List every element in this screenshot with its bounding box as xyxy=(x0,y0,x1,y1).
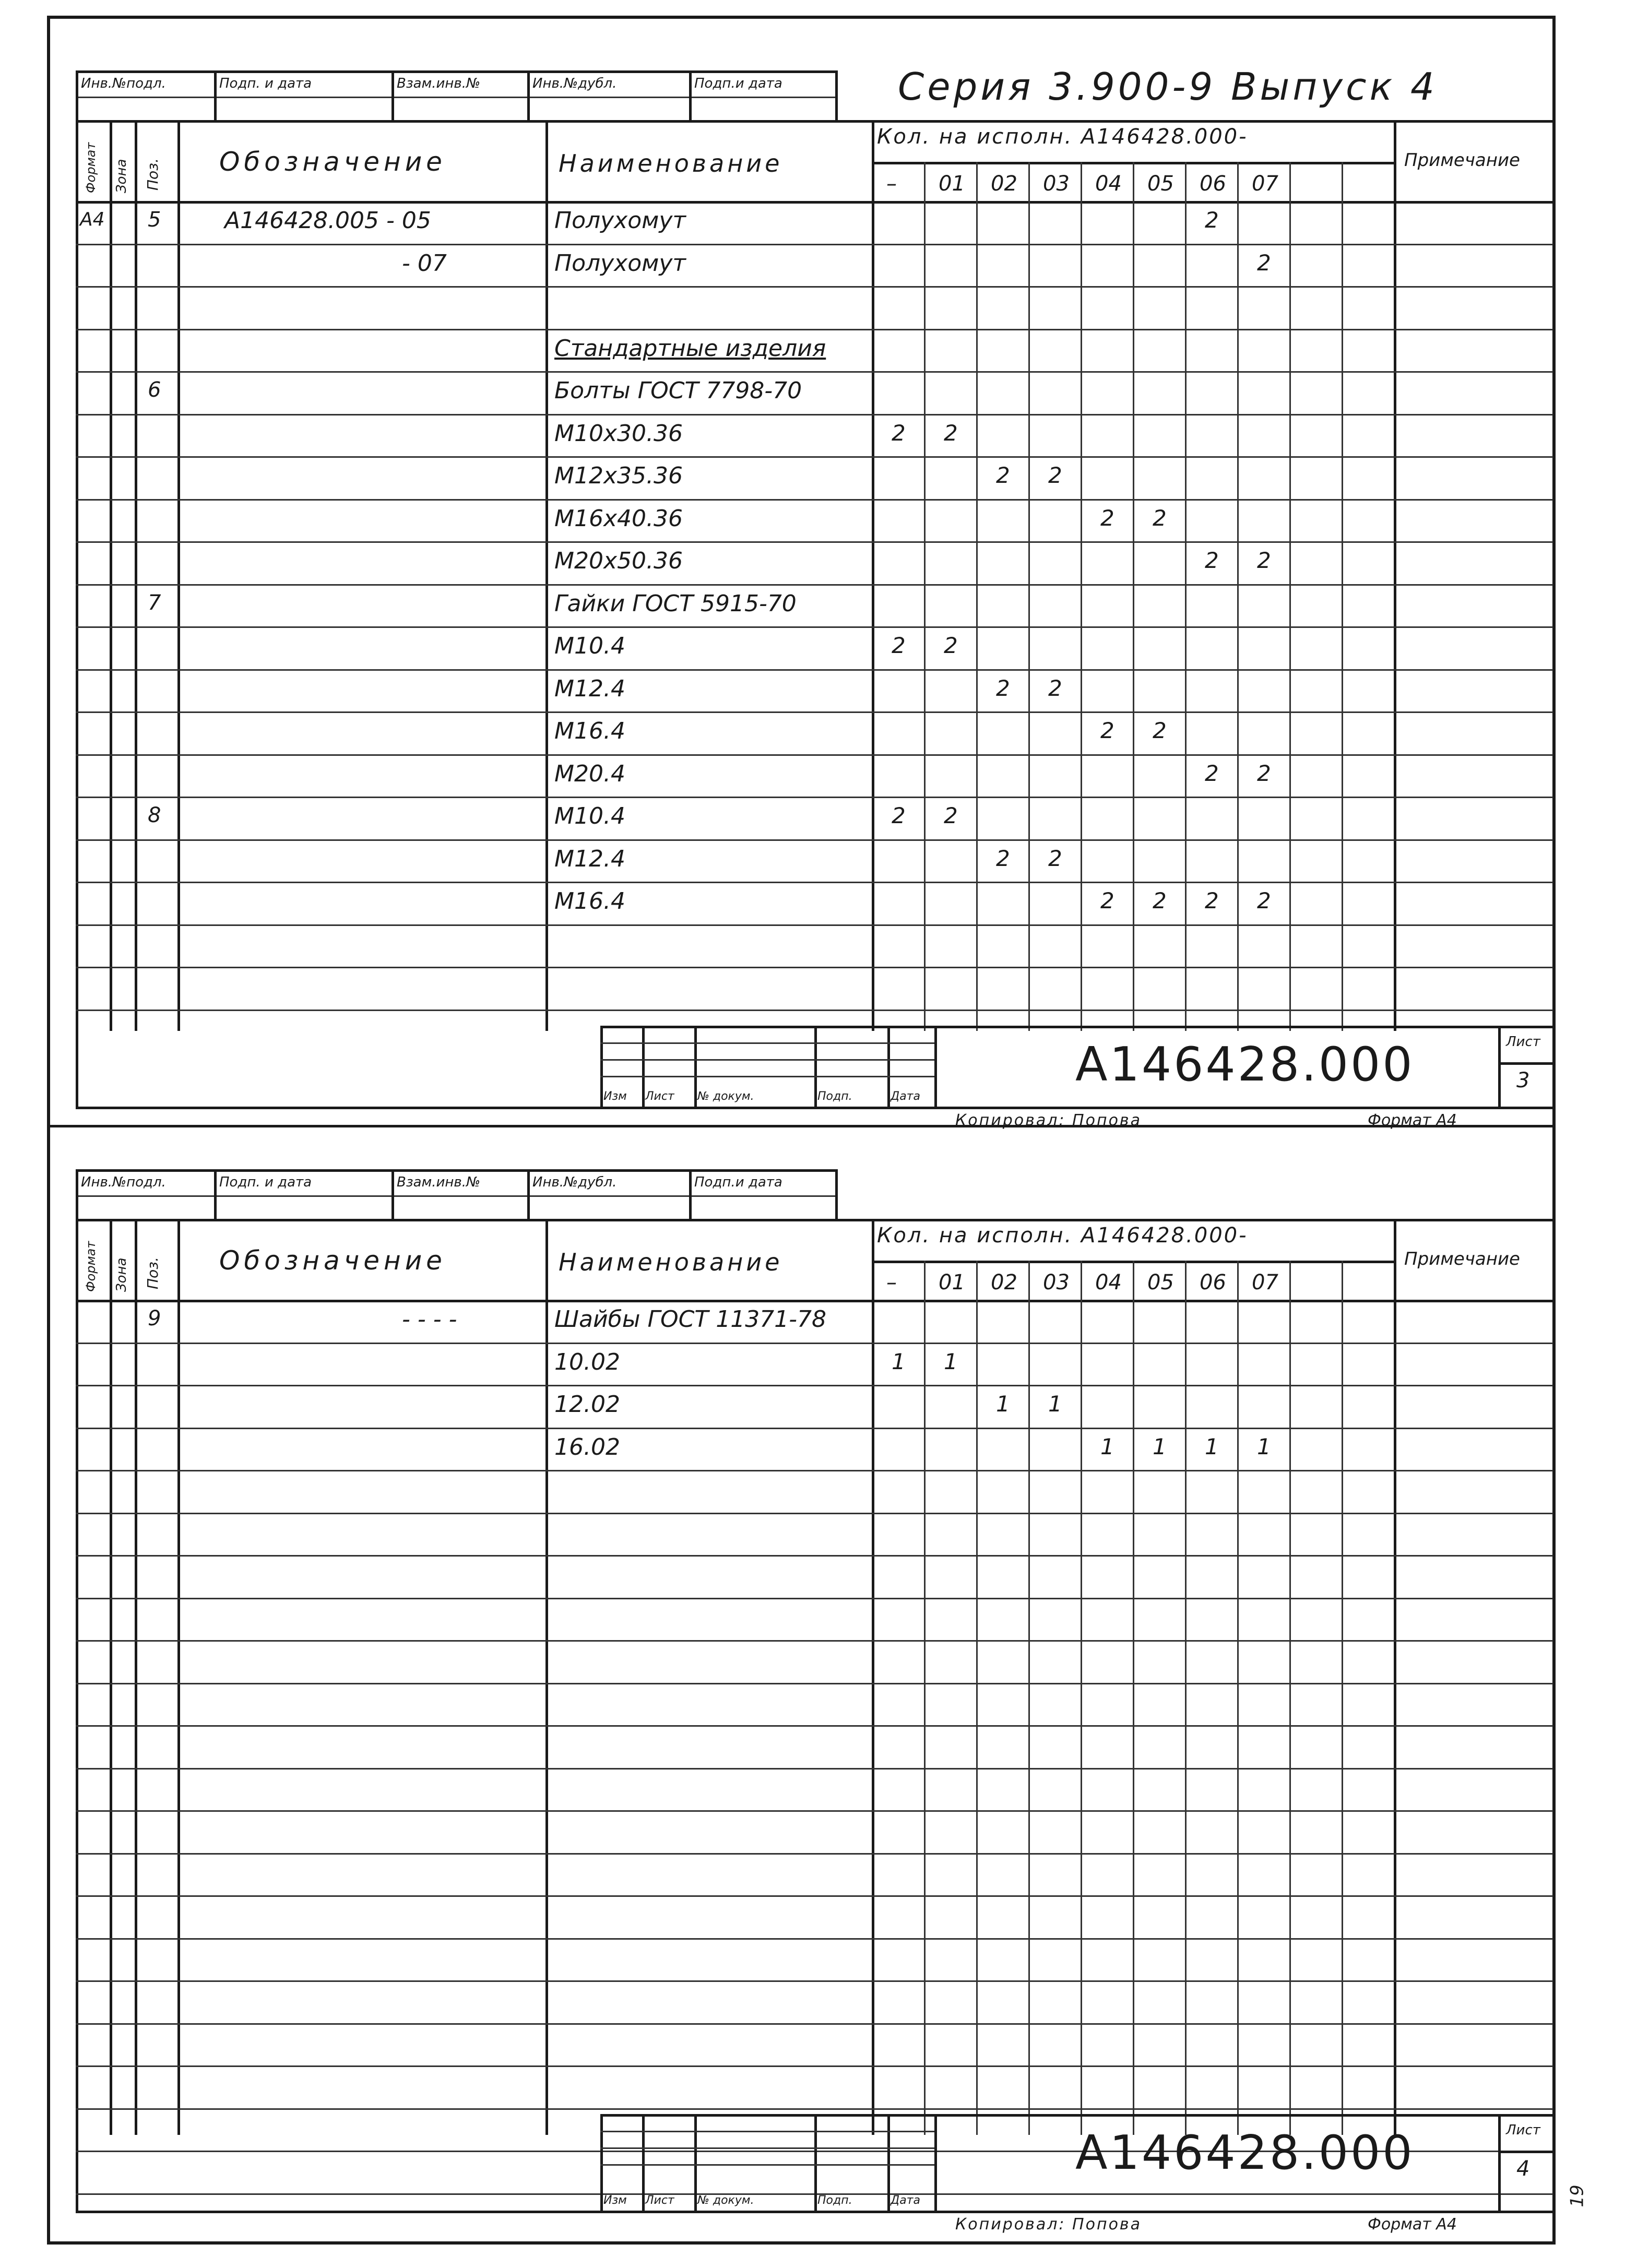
grid-line xyxy=(76,626,1553,628)
cell-qty: 2 xyxy=(1257,760,1271,786)
cell-qty: 2 xyxy=(996,462,1010,488)
grid-line xyxy=(694,1026,697,1107)
titleblock-label: № докум. xyxy=(697,1090,754,1103)
cell-name: М10.4 xyxy=(554,803,625,829)
grid-line xyxy=(76,201,1553,204)
grid-line xyxy=(76,1470,1553,1471)
grid-line xyxy=(872,120,874,1031)
titleblock-label: Подп. xyxy=(817,1090,852,1103)
cell-qty: 1 xyxy=(944,1348,958,1374)
grid-line xyxy=(76,882,1553,883)
cell-qty: 2 xyxy=(1048,675,1062,701)
grid-line xyxy=(1394,120,1396,1031)
header-qty-group: Кол. на исполн. А146428.000- xyxy=(877,1224,1248,1248)
sheet-label: Лист xyxy=(1506,2122,1540,2138)
grid-line xyxy=(76,1853,1553,1855)
header-variant: 04 xyxy=(1095,1270,1122,1295)
grid-line xyxy=(1553,120,1556,1107)
grid-line xyxy=(545,1219,548,2135)
grid-line xyxy=(600,1076,934,1077)
cell-qty: 2 xyxy=(1205,888,1219,913)
cell-format: А4 xyxy=(80,209,105,230)
grid-line xyxy=(1342,162,1343,1031)
grid-line xyxy=(76,2108,1553,2110)
cell-qty: 2 xyxy=(1205,548,1219,573)
titleblock-label: Подп. xyxy=(817,2194,852,2207)
cell-pos: 5 xyxy=(148,208,161,232)
cell-pos: 9 xyxy=(148,1307,161,1331)
header-variant: 04 xyxy=(1095,172,1122,196)
grid-line xyxy=(76,1169,78,1219)
header-variant: 02 xyxy=(991,172,1017,196)
grid-line xyxy=(814,2114,817,2211)
cell-pos: 8 xyxy=(148,803,161,827)
copied-by: Копировал: Попова xyxy=(955,2215,1142,2234)
sheet-label: Лист xyxy=(1506,1034,1540,1050)
cell-name: 12.02 xyxy=(554,1391,620,1418)
grid-line xyxy=(76,244,1553,245)
header-zone: Зона xyxy=(114,1257,129,1292)
grid-line xyxy=(1028,162,1030,1031)
grid-line xyxy=(177,1219,180,2135)
doc-number: А146428.000 xyxy=(1075,1037,1415,1092)
header-designation: Обозначение xyxy=(219,1245,446,1276)
grid-line xyxy=(76,1010,1553,1011)
grid-line xyxy=(600,1042,934,1044)
grid-line xyxy=(1498,1062,1553,1065)
header-variant: 02 xyxy=(991,1270,1017,1295)
grid-line xyxy=(76,286,1553,288)
grid-line xyxy=(76,1513,1553,1514)
cell-qty: 2 xyxy=(1153,505,1167,531)
cell-name: М10х30.36 xyxy=(554,420,683,447)
titleblock-label: Дата xyxy=(891,2194,920,2207)
cell-name: Гайки ГОСТ 5915-70 xyxy=(554,590,797,617)
grid-line xyxy=(689,1169,692,1219)
grid-line xyxy=(1498,2151,1553,2153)
stamp-label: Инв.№дубл. xyxy=(532,76,617,91)
grid-line xyxy=(76,1895,1553,1897)
copied-by: Копировал: Попова xyxy=(955,1111,1142,1130)
grid-line xyxy=(76,1219,1553,1221)
grid-line xyxy=(76,2211,1553,2213)
cell-qty: 2 xyxy=(996,675,1010,701)
grid-line xyxy=(214,1169,217,1219)
margin-number: 19 xyxy=(1567,2184,1588,2207)
header-variant: – xyxy=(886,1270,897,1295)
cell-name: 16.02 xyxy=(554,1433,620,1460)
grid-line xyxy=(76,456,1553,458)
grid-line xyxy=(934,2114,937,2211)
grid-line xyxy=(76,967,1553,968)
grid-line xyxy=(76,120,78,1107)
cell-qty: 2 xyxy=(996,845,1010,871)
cell-designation: - - - - xyxy=(402,1306,457,1333)
cell-qty: 2 xyxy=(1257,888,1271,913)
sheet-number: 3 xyxy=(1516,1068,1530,1093)
stamp-label: Инв.№подл. xyxy=(81,76,166,91)
grid-line xyxy=(924,1261,926,2135)
doc-number: А146428.000 xyxy=(1075,2125,1415,2180)
stamp-label: Взам.инв.№ xyxy=(397,76,480,91)
cell-pos: 7 xyxy=(148,590,161,615)
grid-line xyxy=(110,1219,112,2135)
cell-name: Болты ГОСТ 7798-70 xyxy=(554,377,802,404)
grid-line xyxy=(527,1169,530,1219)
grid-line xyxy=(600,2131,934,2132)
cell-qty: 1 xyxy=(1153,1433,1167,1459)
cell-name: М20х50.36 xyxy=(554,548,683,574)
grid-line xyxy=(76,414,1553,415)
cell-qty: 2 xyxy=(1100,718,1114,743)
grid-line xyxy=(76,1343,1553,1344)
grid-line xyxy=(76,797,1553,798)
grid-line xyxy=(976,162,978,1031)
cell-qty: 2 xyxy=(1205,207,1219,233)
grid-line xyxy=(76,2065,1553,2067)
header-variant: 06 xyxy=(1200,172,1226,196)
grid-line xyxy=(76,70,835,73)
grid-line xyxy=(76,1107,1553,1109)
grid-line xyxy=(694,2114,697,2211)
cell-qty: 2 xyxy=(1153,888,1167,913)
grid-line xyxy=(76,2023,1553,2025)
grid-line xyxy=(76,371,1553,373)
grid-line xyxy=(392,1169,394,1219)
grid-line xyxy=(76,1980,1553,1982)
grid-line xyxy=(1133,1261,1134,2135)
header-variant: 05 xyxy=(1147,172,1174,196)
grid-line xyxy=(76,1938,1553,1940)
grid-line xyxy=(76,1219,78,2211)
cell-qty: 2 xyxy=(1100,505,1114,531)
header-variant: 01 xyxy=(939,1270,965,1295)
cell-name: М12.4 xyxy=(554,675,625,702)
grid-line xyxy=(76,584,1553,586)
grid-line xyxy=(600,1059,934,1061)
header-variant: 01 xyxy=(939,172,965,196)
cell-name: Стандартные изделия xyxy=(554,335,826,362)
header-designation: Обозначение xyxy=(219,147,446,177)
header-variant: 03 xyxy=(1043,172,1070,196)
cell-qty: 2 xyxy=(892,633,906,658)
grid-line xyxy=(76,1428,1553,1429)
grid-line xyxy=(1133,162,1134,1031)
grid-line xyxy=(76,1810,1553,1812)
grid-line xyxy=(1081,162,1082,1031)
stamp-label: Инв.№подл. xyxy=(81,1174,166,1190)
grid-line xyxy=(76,329,1553,330)
grid-line xyxy=(76,1725,1553,1727)
grid-line xyxy=(527,70,530,120)
cell-qty: 1 xyxy=(1048,1391,1062,1417)
grid-line xyxy=(1289,1261,1291,2135)
cell-name: М16.4 xyxy=(554,888,625,915)
grid-line xyxy=(76,839,1553,841)
grid-line xyxy=(1185,1261,1187,2135)
header-variant: – xyxy=(886,172,897,196)
cell-name: Шайбы ГОСТ 11371-78 xyxy=(554,1306,827,1333)
grid-line xyxy=(76,1169,835,1172)
grid-line xyxy=(76,1385,1553,1386)
grid-line xyxy=(934,1026,937,1107)
grid-line xyxy=(1237,162,1239,1031)
cell-name: М12х35.36 xyxy=(554,462,683,489)
grid-line xyxy=(47,1125,1556,1127)
grid-line xyxy=(76,541,1553,543)
stamp-label: Подп.и дата xyxy=(694,1174,782,1190)
grid-line xyxy=(76,754,1553,756)
format-label: Формат А4 xyxy=(1368,1111,1457,1130)
grid-line xyxy=(76,669,1553,671)
grid-line xyxy=(642,1026,645,1107)
cell-qty: 1 xyxy=(996,1391,1010,1417)
cell-qty: 2 xyxy=(1048,462,1062,488)
header-pos: Поз. xyxy=(144,1257,161,1289)
grid-line xyxy=(1237,1261,1239,2135)
cell-name: Полухомут xyxy=(554,250,686,277)
grid-line xyxy=(135,120,137,1031)
header-name: Наименование xyxy=(559,149,783,177)
cell-name: М12.4 xyxy=(554,845,625,872)
grid-line xyxy=(76,1683,1553,1684)
stamp-label: Подп. и дата xyxy=(219,1174,312,1190)
cell-qty: 2 xyxy=(944,633,958,658)
cell-qty: 1 xyxy=(1100,1433,1114,1459)
stamp-label: Подп. и дата xyxy=(219,76,312,91)
grid-line xyxy=(600,1026,603,1107)
titleblock-label: Изм xyxy=(603,2194,627,2207)
grid-line xyxy=(1289,162,1291,1031)
header-variant: 07 xyxy=(1252,1270,1278,1295)
grid-line xyxy=(1185,162,1187,1031)
grid-line xyxy=(814,1026,817,1107)
cell-qty: 2 xyxy=(1048,845,1062,871)
grid-line xyxy=(976,1261,978,2135)
grid-line xyxy=(76,1640,1553,1642)
header-variant: 03 xyxy=(1043,1270,1070,1295)
cell-qty: 2 xyxy=(892,420,906,446)
format-label: Формат А4 xyxy=(1368,2215,1457,2234)
cell-qty: 2 xyxy=(892,803,906,828)
grid-line xyxy=(642,2114,645,2211)
grid-line xyxy=(1028,1261,1030,2135)
cell-name: М16.4 xyxy=(554,718,625,744)
grid-line xyxy=(177,120,180,1031)
grid-line xyxy=(1394,1219,1396,2135)
stamp-label: Взам.инв.№ xyxy=(397,1174,480,1190)
header-qty-group: Кол. на исполн. А146428.000- xyxy=(877,125,1248,149)
grid-line xyxy=(1553,1219,1556,2211)
grid-line xyxy=(135,1219,137,2135)
cell-qty: 2 xyxy=(1257,548,1271,573)
grid-line xyxy=(835,70,838,120)
grid-line xyxy=(76,70,78,120)
cell-designation: А146428.005 - 05 xyxy=(224,207,431,234)
grid-line xyxy=(76,924,1553,926)
header-note: Примечание xyxy=(1404,150,1520,171)
header-variant: 06 xyxy=(1200,1270,1226,1295)
grid-line xyxy=(1498,2114,1501,2211)
cell-name: М16х40.36 xyxy=(554,505,683,532)
grid-line xyxy=(600,2114,1553,2117)
cell-qty: 2 xyxy=(944,420,958,446)
grid-line xyxy=(600,2164,934,2166)
cell-qty: 2 xyxy=(1100,888,1114,913)
grid-line xyxy=(76,1598,1553,1599)
grid-line xyxy=(392,70,394,120)
header-variant: 05 xyxy=(1147,1270,1174,1295)
grid-line xyxy=(110,120,112,1031)
header-note: Примечание xyxy=(1404,1249,1520,1269)
grid-line xyxy=(76,1300,1553,1302)
stamp-label: Инв.№дубл. xyxy=(532,1174,617,1190)
header-name: Наименование xyxy=(559,1248,783,1276)
grid-line xyxy=(76,711,1553,713)
grid-line xyxy=(600,2114,603,2211)
grid-line xyxy=(214,70,217,120)
grid-line xyxy=(835,1169,838,1219)
grid-line xyxy=(600,1026,1553,1028)
header-pos: Поз. xyxy=(144,158,161,191)
cell-name: М10.4 xyxy=(554,633,625,659)
series-title: Серия 3.900-9 Выпуск 4 xyxy=(898,65,1438,109)
titleblock-label: Изм xyxy=(603,1090,627,1103)
grid-line xyxy=(76,97,835,98)
grid-line xyxy=(1081,1261,1082,2135)
grid-line xyxy=(887,2114,890,2211)
titleblock-label: № докум. xyxy=(697,2194,754,2207)
grid-line xyxy=(887,1026,890,1107)
cell-qty: 1 xyxy=(1205,1433,1219,1459)
cell-qty: 2 xyxy=(1205,760,1219,786)
cell-designation: - 07 xyxy=(402,250,447,277)
cell-qty: 2 xyxy=(944,803,958,828)
grid-line xyxy=(1498,1026,1501,1107)
grid-line xyxy=(76,499,1553,501)
titleblock-label: Дата xyxy=(891,1090,920,1103)
grid-line xyxy=(545,120,548,1031)
grid-line xyxy=(924,162,926,1031)
cell-name: 10.02 xyxy=(554,1348,620,1375)
cell-qty: 1 xyxy=(892,1348,906,1374)
grid-line xyxy=(689,70,692,120)
grid-line xyxy=(76,1768,1553,1770)
header-format: Формат xyxy=(84,1241,98,1292)
titleblock-label: Лист xyxy=(645,2194,674,2207)
grid-line xyxy=(600,2147,934,2149)
cell-name: Полухомут xyxy=(554,207,686,234)
titleblock-label: Лист xyxy=(645,1090,674,1103)
grid-line xyxy=(76,1195,835,1197)
grid-line xyxy=(872,1219,874,2135)
grid-line xyxy=(1342,1261,1343,2135)
stamp-label: Подп.и дата xyxy=(694,76,782,91)
cell-qty: 1 xyxy=(1257,1433,1271,1459)
header-variant: 07 xyxy=(1252,172,1278,196)
grid-line xyxy=(76,120,1553,123)
cell-qty: 2 xyxy=(1153,718,1167,743)
grid-line xyxy=(76,1555,1553,1557)
header-format: Формат xyxy=(84,142,98,193)
header-zone: Зона xyxy=(114,159,129,193)
cell-pos: 6 xyxy=(148,378,161,402)
cell-name: М20.4 xyxy=(554,760,625,787)
cell-qty: 2 xyxy=(1257,250,1271,276)
sheet-number: 4 xyxy=(1516,2157,1530,2181)
